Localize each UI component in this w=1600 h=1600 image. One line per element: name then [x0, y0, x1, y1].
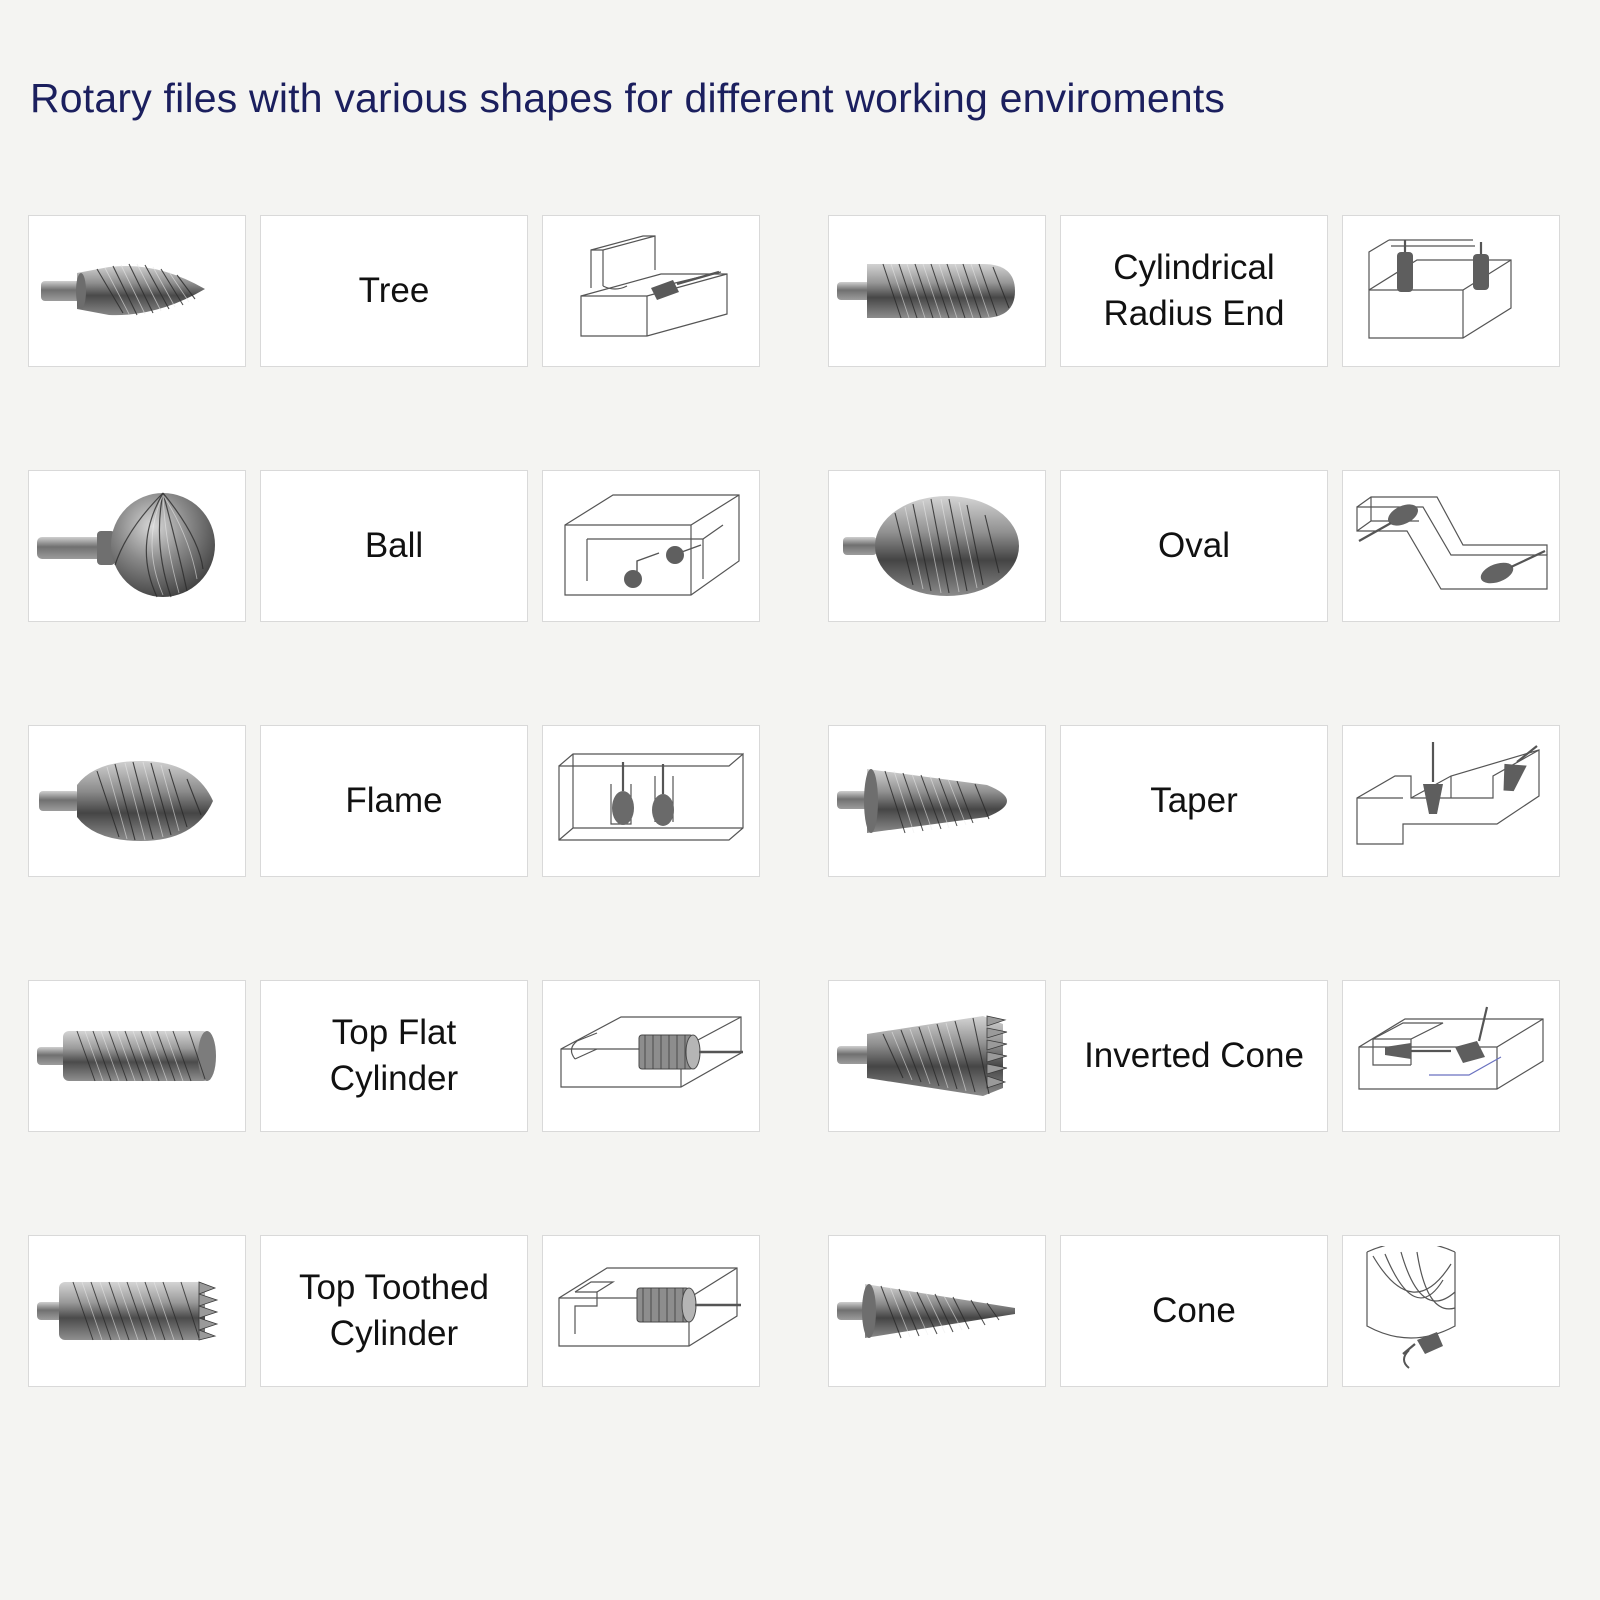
flame-label-cell [260, 725, 528, 877]
oval-label: Oval [1158, 525, 1230, 565]
taper-label: Taper [1150, 780, 1238, 820]
inverted-cone-label: Inverted Cone [1084, 1035, 1304, 1075]
ball-label-cell [260, 470, 528, 622]
ball-burr-application-diagram [542, 470, 760, 622]
top-toothed-cylinder-label: Top Toothed Cylinder [298, 1267, 490, 1353]
top-toothed-cylinder-label-cell [260, 1235, 528, 1387]
flame-burr-application-diagram [542, 725, 760, 877]
right-column [800, 215, 1600, 1490]
ball-label: Ball [364, 525, 424, 565]
taper-burr-application-diagram [1342, 725, 1560, 877]
top-flat-cylinder-burr-application-diagram [542, 980, 760, 1132]
flame-burr-photo [28, 725, 246, 877]
shape-row-top-flat-cylinder [0, 980, 800, 1235]
oval-burr-photo [828, 470, 1046, 622]
shape-row-inverted-cone [800, 980, 1600, 1235]
taper-label-cell [1060, 725, 1328, 877]
cylindrical-radius-end-label-cell [1060, 215, 1328, 367]
inverted-cone-burr-photo [828, 980, 1046, 1132]
cylindrical-radius-end-burr-application-diagram [1342, 215, 1560, 367]
top-flat-cylinder-burr-photo [28, 980, 246, 1132]
oval-label-cell [1060, 470, 1328, 622]
ball-burr-photo [28, 470, 246, 622]
top-toothed-cylinder-burr-photo [28, 1235, 246, 1387]
cone-label-cell [1060, 1235, 1328, 1387]
tree-label-cell [260, 215, 528, 367]
taper-burr-photo [828, 725, 1046, 877]
flame-label: Flame [345, 780, 443, 820]
inverted-cone-burr-application-diagram [1342, 980, 1560, 1132]
shape-row-tree [0, 215, 800, 470]
shape-row-top-toothed-cylinder [0, 1235, 800, 1490]
shape-row-ball [0, 470, 800, 725]
shape-row-taper [800, 725, 1600, 980]
shape-row-cone [800, 1235, 1600, 1490]
left-column [0, 215, 800, 1490]
cylindrical-radius-end-burr-photo [828, 215, 1046, 367]
shape-row-cylindrical-radius-end [800, 215, 1600, 470]
top-flat-cylinder-label-cell [260, 980, 528, 1132]
cylindrical-radius-end-label: Cylindrical Radius End [1103, 247, 1285, 333]
top-flat-cylinder-label: Top Flat Cylinder [329, 1012, 459, 1098]
shapes-grid [0, 215, 1600, 1490]
tree-burr-photo [28, 215, 246, 367]
cone-burr-application-diagram [1342, 1235, 1560, 1387]
oval-burr-application-diagram [1342, 470, 1560, 622]
page-title: Rotary files with various shapes for different working enviroments [30, 75, 1226, 121]
shape-row-flame [0, 725, 800, 980]
tree-label: Tree [358, 270, 430, 310]
tree-burr-application-diagram [542, 215, 760, 367]
cone-label: Cone [1152, 1290, 1236, 1330]
inverted-cone-label-cell [1060, 980, 1328, 1132]
shape-row-oval [800, 470, 1600, 725]
cone-burr-photo [828, 1235, 1046, 1387]
top-toothed-cylinder-burr-application-diagram [542, 1235, 760, 1387]
